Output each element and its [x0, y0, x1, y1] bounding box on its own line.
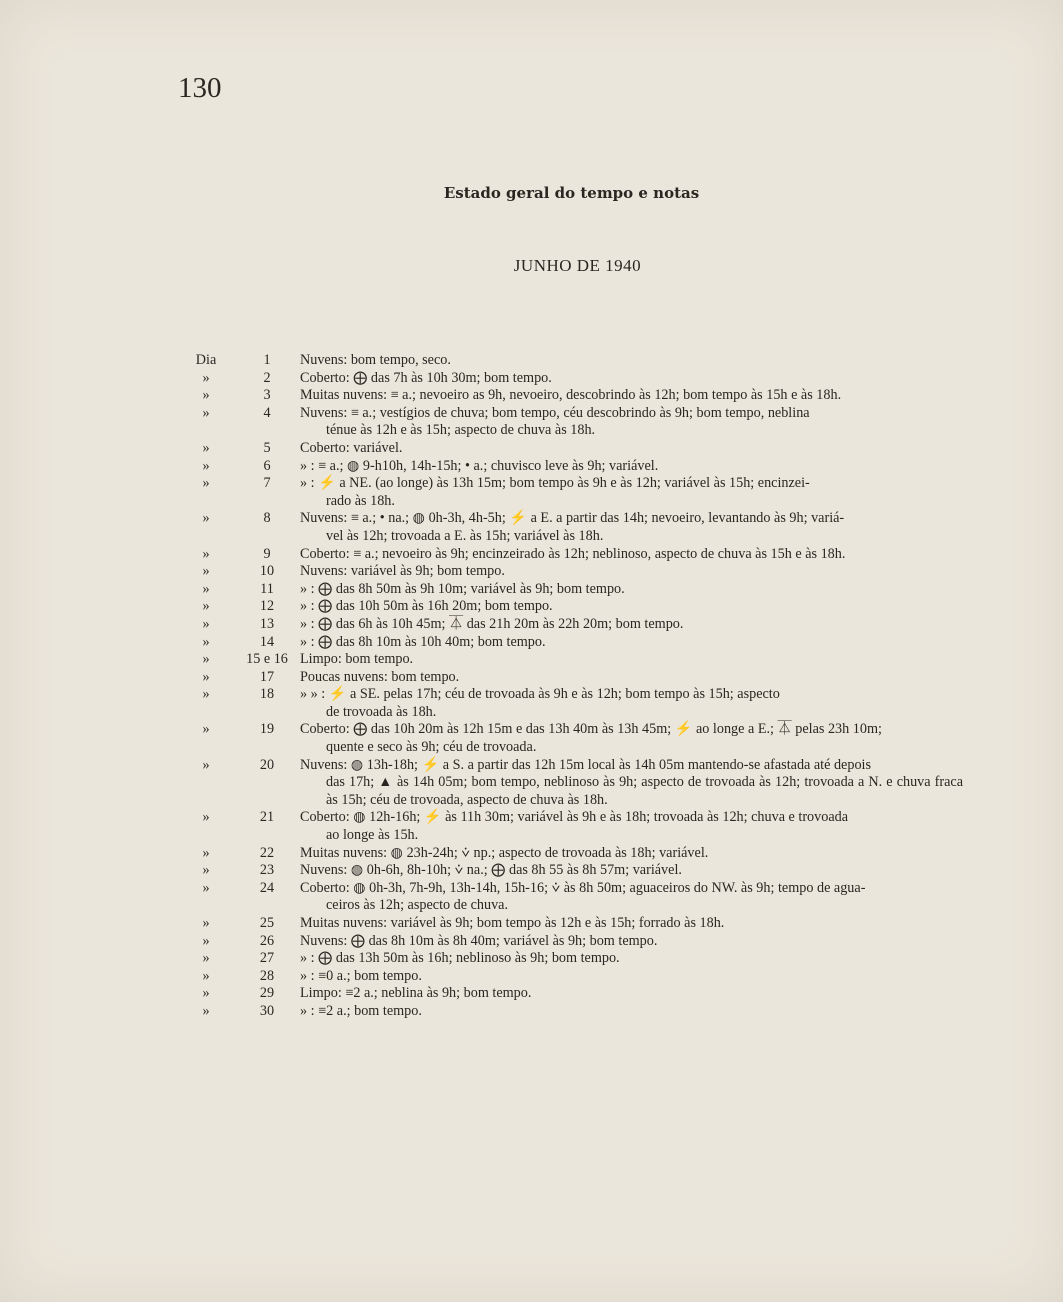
- day-number: 3: [263, 387, 271, 404]
- entry-text-block: [300, 950, 963, 968]
- entry-row: [178, 475, 963, 510]
- entry-row: [178, 563, 963, 581]
- day-number: 1: [263, 352, 271, 368]
- entry-text: » » : ⚡ a SE. pelas 17h; céu de trovoada às 9h e às 12h; bom tempo às 15h; aspecto: [300, 686, 780, 703]
- entry-text-block: [300, 809, 963, 844]
- entry-text: Coberto: ◍ 12h-16h; ⚡ às 11h 30m; variável às 9h e às 18h; trovoada às 12h; chuva e trovoada: [300, 809, 849, 826]
- dia-marker: Dia: [195, 352, 217, 368]
- day-number: 25: [259, 915, 275, 931]
- entry-text: » : ⨁ das 6h às 10h 45m; ⏄ das 21h 20m às 22h 20m; bom tempo.: [300, 615, 684, 632]
- dia-marker: »: [202, 985, 210, 1002]
- entry-text-block: [300, 563, 963, 581]
- entry-text-block: [300, 862, 963, 880]
- entry-text: » : ⚡ a NE. (ao longe) às 13h 15m; bom tempo às 9h e às 12h; variável às 15h; encinzei-: [300, 475, 810, 492]
- entry-row: [178, 458, 963, 476]
- entry-row: [178, 985, 963, 1003]
- entry-text-block: [300, 686, 963, 721]
- dia-marker: »: [202, 615, 210, 632]
- day-number: 20: [259, 756, 275, 773]
- entry-text-continuation: das 17h; ▲ às 14h 05m; bom tempo, neblinoso às 9h; aspecto de trovoada às 12h; trovoada a N. e chuva fraca às 15h; céu de trovoada, aspecto de chuva às 18h.: [326, 774, 963, 808]
- entry-text: Muitas nuvens: ◍ 23h-24h; ⩒ np.; aspecto de trovoada às 18h; variável.: [300, 844, 709, 861]
- day-number: 5: [263, 439, 271, 456]
- entry-text-block: [300, 634, 963, 652]
- entry-text-block: [300, 352, 963, 370]
- dia-marker: »: [202, 387, 210, 404]
- entry-row: [178, 669, 963, 687]
- dia-marker: »: [202, 369, 210, 386]
- entry-text: » : ⨁ das 8h 50m às 9h 10m; variável às 9h; bom tempo.: [300, 580, 625, 597]
- day-number: 17: [259, 668, 275, 685]
- day-number: 9: [263, 545, 271, 562]
- dia-marker: »: [202, 809, 210, 826]
- entry-text-continuation: ao longe às 15h.: [326, 827, 419, 844]
- entry-text: Nuvens: bom tempo, seco.: [300, 352, 451, 368]
- day-number: 13: [259, 615, 275, 632]
- entry-text-block: [300, 845, 963, 863]
- entry-text: Limpo: ≡2 a.; neblina às 9h; bom tempo.: [300, 985, 532, 1002]
- entry-text: Nuvens: variável às 9h; bom tempo.: [300, 563, 505, 580]
- entry-row: [178, 387, 963, 405]
- entry-row: [178, 546, 963, 564]
- day-number: 15 e 16: [246, 651, 288, 668]
- weather-entries-list: [178, 352, 963, 1021]
- dia-marker: »: [202, 439, 210, 456]
- page-title: Estado geral do tempo e notas: [443, 184, 700, 202]
- entry-text-block: [300, 968, 963, 986]
- entry-text: Coberto: ⨁ das 10h 20m às 12h 15m e das 13h 40m às 13h 45m; ⚡ ao longe a E.; ⏄ pelas 23h 10m;: [300, 721, 882, 738]
- dia-marker: »: [202, 668, 210, 685]
- dia-marker: »: [202, 862, 210, 879]
- entry-row: [178, 809, 963, 844]
- month-heading: JUNHO DE 1940: [513, 256, 642, 275]
- dia-marker: »: [202, 967, 210, 984]
- entry-row: [178, 845, 963, 863]
- entry-row: [178, 880, 963, 915]
- entry-text-block: [300, 721, 963, 756]
- entry-text: Coberto: ◍ 0h-3h, 7h-9h, 13h-14h, 15h-16; ⩒ às 8h 50m; aguaceiros do NW. às 9h; tempo de agua-: [300, 879, 866, 896]
- entry-text-block: [300, 510, 963, 545]
- dia-marker: »: [202, 915, 210, 931]
- entry-text: » : ⨁ das 10h 50m às 16h 20m; bom tempo.: [300, 598, 553, 615]
- dia-marker: »: [202, 475, 210, 492]
- day-number: 26: [259, 932, 275, 949]
- entry-text-block: [300, 440, 963, 458]
- dia-marker: »: [202, 457, 210, 474]
- entry-text: Muitas nuvens: ≡ a.; nevoeiro as 9h, nevoeiro, descobrindo às 12h; bom tempo às 15h e às 18h.: [300, 387, 842, 404]
- entry-text-block: [300, 370, 963, 388]
- day-number: 19: [259, 721, 275, 738]
- day-number: 22: [259, 844, 275, 861]
- day-number: 14: [259, 633, 275, 650]
- entry-row: [178, 510, 963, 545]
- dia-marker: »: [202, 598, 210, 615]
- entry-text: Coberto: ⨁ das 7h às 10h 30m; bom tempo.: [300, 369, 552, 386]
- entry-text: Limpo: bom tempo.: [300, 651, 414, 668]
- entry-row: [178, 581, 963, 599]
- entry-text-continuation: rado às 18h.: [326, 492, 395, 509]
- entry-row: [178, 950, 963, 968]
- entry-row: [178, 405, 963, 440]
- dia-marker: »: [202, 563, 210, 580]
- entry-text: » : ≡2 a.; bom tempo.: [300, 1002, 422, 1019]
- dia-marker: »: [202, 651, 210, 668]
- entry-text: » : ⨁ das 8h 10m às 10h 40m; bom tempo.: [300, 633, 546, 650]
- entry-text-block: [300, 933, 963, 951]
- entry-row: [178, 651, 963, 669]
- entry-text-block: [300, 669, 963, 687]
- day-number: 18: [259, 686, 275, 703]
- entry-text-block: [300, 598, 963, 616]
- dia-marker: »: [202, 1002, 210, 1019]
- entry-text: Coberto: variável.: [300, 439, 403, 456]
- dia-marker: »: [202, 721, 210, 738]
- dia-marker: »: [202, 545, 210, 562]
- entry-text-continuation: quente e seco às 9h; céu de trovoada.: [326, 739, 537, 756]
- entry-text: Nuvens: ◍ 0h-6h, 8h-10h; ⩒ na.; ⨁ das 8h 55 às 8h 57m; variável.: [300, 862, 682, 879]
- entry-row: [178, 370, 963, 388]
- entry-text-continuation: ceiros às 12h; aspecto de chuva.: [326, 897, 509, 914]
- entry-text-continuation: de trovoada às 18h.: [326, 703, 437, 720]
- entry-text-continuation: vel às 12h; trovoada a E. às 15h; variável às 18h.: [326, 527, 604, 544]
- dia-marker: »: [202, 510, 210, 527]
- entry-row: [178, 440, 963, 458]
- day-number: 12: [259, 598, 275, 615]
- entry-row: [178, 686, 963, 721]
- entry-text-continuation: ténue às 12h e às 15h; aspecto de chuva às 18h.: [326, 422, 596, 439]
- dia-marker: »: [202, 844, 210, 861]
- day-number: 6: [263, 457, 271, 474]
- day-number: 7: [263, 475, 271, 492]
- dia-marker: »: [202, 404, 210, 421]
- entry-text-block: [300, 405, 963, 440]
- dia-marker: »: [202, 686, 210, 703]
- day-number: 28: [259, 967, 275, 984]
- entry-text-block: [300, 475, 963, 510]
- entry-row: [178, 598, 963, 616]
- entry-text: Nuvens: ≡ a.; vestígios de chuva; bom tempo, céu descobrindo às 9h; bom tempo, neblina: [300, 404, 810, 421]
- entry-text: » : ≡ a.; ◍ 9-h10h, 14h-15h; • a.; chuvisco leve às 9h; variável.: [300, 457, 659, 474]
- entry-row: [178, 933, 963, 951]
- day-number: 10: [259, 563, 275, 580]
- day-number: 24: [259, 879, 275, 896]
- entry-text-block: [300, 387, 963, 405]
- entry-row: [178, 634, 963, 652]
- entry-text-block: [300, 651, 963, 669]
- dia-marker: »: [202, 932, 210, 949]
- day-number: 11: [260, 580, 274, 597]
- day-number: 23: [259, 862, 275, 879]
- day-number: 2: [263, 369, 271, 386]
- entry-text-block: [300, 616, 963, 634]
- entry-text: Nuvens: ⨁ das 8h 10m às 8h 40m; variável às 9h; bom tempo.: [300, 932, 658, 949]
- entry-text-block: [300, 985, 963, 1003]
- entry-text-block: [300, 880, 963, 915]
- entry-row: [178, 757, 963, 810]
- entry-text-block: [300, 458, 963, 476]
- entry-row: [178, 721, 963, 756]
- dia-marker: »: [202, 580, 210, 597]
- dia-marker: »: [202, 950, 210, 967]
- entry-text: » : ≡0 a.; bom tempo.: [300, 967, 422, 984]
- page-number: 130: [178, 72, 222, 104]
- entry-row: [178, 1003, 963, 1021]
- entry-row: [178, 352, 963, 370]
- day-number: 21: [259, 809, 275, 826]
- day-number: 27: [259, 950, 275, 967]
- day-number: 29: [259, 985, 275, 1002]
- entry-text-block: [300, 581, 963, 599]
- entry-row: [178, 968, 963, 986]
- entry-text: » : ⨁ das 13h 50m às 16h; neblinoso às 9h; bom tempo.: [300, 950, 620, 967]
- dia-marker: »: [202, 879, 210, 896]
- entry-text-block: [300, 1003, 963, 1021]
- entry-text-block: [300, 915, 963, 933]
- entry-row: [178, 915, 963, 933]
- day-number: 30: [259, 1002, 275, 1019]
- entry-row: [178, 616, 963, 634]
- entry-text: Poucas nuvens: bom tempo.: [300, 668, 460, 685]
- dia-marker: »: [202, 633, 210, 650]
- day-number: 8: [263, 510, 271, 527]
- entry-text: Coberto: ≡ a.; nevoeiro às 9h; encinzeirado às 12h; neblinoso, aspecto de chuva às 15h e às 18h.: [300, 545, 846, 562]
- entry-row: [178, 862, 963, 880]
- entry-text-block: [300, 757, 963, 810]
- entry-text: Nuvens: ≡ a.; • na.; ◍ 0h-3h, 4h-5h; ⚡ a E. a partir das 14h; nevoeiro, levantando às 9h; variá-: [300, 510, 845, 527]
- entry-text: Muitas nuvens: variável às 9h; bom tempo às 12h e às 15h; forrado às 18h.: [300, 915, 725, 931]
- day-number: 4: [263, 404, 271, 421]
- dia-marker: »: [202, 756, 210, 773]
- entry-text: Nuvens: ◍ 13h-18h; ⚡ a S. a partir das 12h 15m local às 14h 05m mantendo-se afastada até depois: [300, 756, 872, 773]
- entry-text-block: [300, 546, 963, 564]
